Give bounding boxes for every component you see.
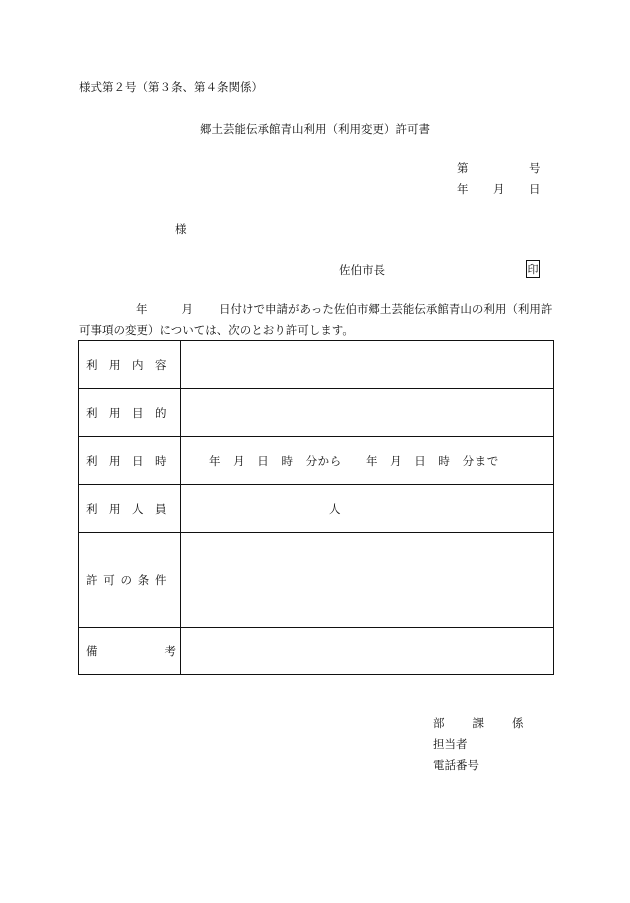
- row-usage-content: [79, 341, 553, 388]
- label-permit-conditions: 許可の条件: [86, 573, 173, 587]
- body-rest: 日付けで申請があった佐伯市郷土芸能伝承館青山の利用（利用許: [219, 302, 553, 316]
- body-month: 月: [181, 302, 193, 316]
- value-permit-conditions: [181, 533, 553, 627]
- label-cell: [79, 341, 181, 388]
- label-cell: [79, 437, 181, 484]
- value-usage-datetime: [181, 437, 553, 484]
- persons-unit: 人: [329, 501, 341, 516]
- unit-label: 係: [512, 716, 524, 730]
- row-usage-persons: [79, 484, 553, 532]
- value-usage-purpose: [181, 389, 553, 436]
- section-label: 課: [472, 716, 484, 730]
- label-cell: [79, 389, 181, 436]
- seal-stamp: 印: [526, 260, 540, 278]
- issue-date-year: 年: [457, 182, 469, 196]
- permit-table: [78, 340, 554, 675]
- body-year: 年: [136, 302, 148, 316]
- issue-number-suffix: 号: [529, 161, 541, 175]
- label-usage-datetime: 利用日時: [86, 453, 178, 468]
- dept-label: 部: [433, 716, 445, 730]
- row-usage-datetime: [79, 436, 553, 484]
- row-permit-conditions: [79, 532, 553, 627]
- value-remarks: [181, 628, 553, 674]
- issue-date-month: 月: [493, 182, 505, 196]
- value-usage-persons: [181, 485, 553, 532]
- contact-person-label: 担当者: [433, 737, 468, 751]
- addressee-honorific: 様: [175, 222, 187, 236]
- label-cell: [79, 485, 181, 532]
- label-usage-content: 利用内容: [86, 357, 178, 372]
- document-title: 郷土芸能伝承館青山利用（利用変更）許可書: [200, 122, 430, 136]
- issuer-name: 佐伯市長: [339, 263, 385, 277]
- label-cell: [79, 533, 181, 627]
- label-remarks-right: 考: [164, 644, 176, 658]
- label-usage-persons: 利用人員: [86, 501, 178, 516]
- body-text-line-1: [136, 304, 552, 316]
- form-number: 様式第２号（第３条、第４条関係）: [79, 80, 263, 94]
- issue-date-day: 日: [529, 182, 541, 196]
- department-line: [433, 718, 524, 730]
- label-usage-purpose: 利用目的: [86, 405, 178, 420]
- label-cell: [79, 628, 181, 674]
- body-text-line-2: 可事項の変更）については、次のとおり許可します。: [79, 323, 354, 337]
- row-remarks: [79, 627, 553, 674]
- label-remarks-left: 備: [86, 644, 98, 658]
- issue-number-prefix: 第: [457, 161, 469, 175]
- contact-phone-label: 電話番号: [433, 758, 479, 772]
- value-usage-content: [181, 341, 553, 388]
- row-usage-purpose: [79, 388, 553, 436]
- usage-period-text: 年 月 日 時 分から 年 月 日 時 分まで: [209, 453, 499, 468]
